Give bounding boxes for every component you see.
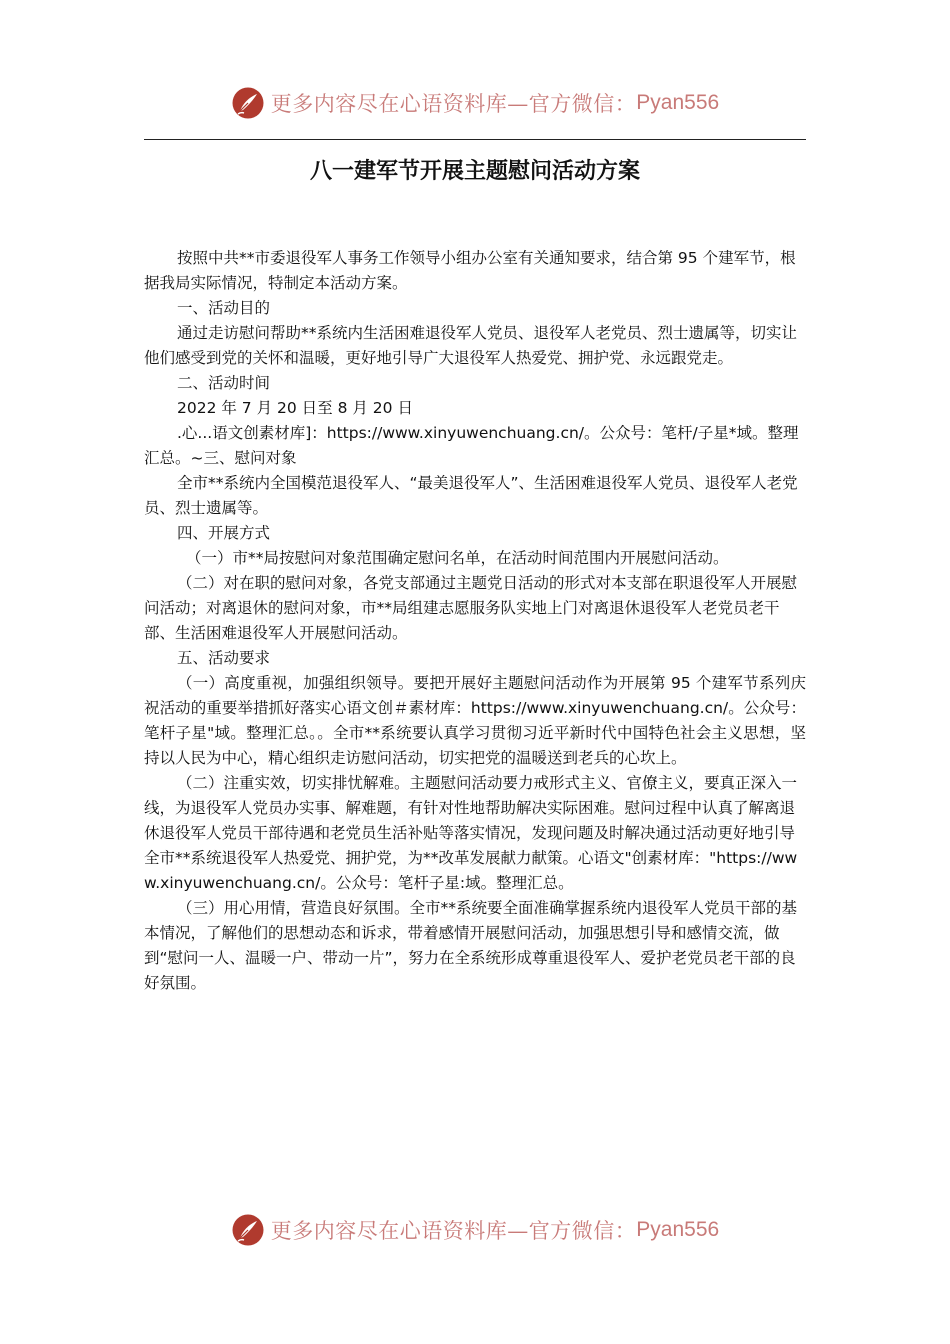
document-title: 八一建军节开展主题慰问活动方案 — [309, 159, 640, 184]
section-heading-methods: 四、开展方式 — [177, 524, 271, 542]
requirement-item-2: （二）注重实效，切实排忧解难。主题慰问活动要力戒形式主义、官僚主义，要真正深入一线，为退役军人党员办实事、解难题，有针对性地帮助解决实际困难。慰问过程中认真了解离退休退役军人党员干部待遇和老党员生活补贴等落实情况，发现问题及时解决通过活动更好地引导全市**系统退役军人热爱党、拥护党，为**改革发展献力献策。心语文"创素材库："https://www.xinyuwenchuang.cn/。公众号：笔杆子星:域。整理汇总。 — [144, 774, 798, 892]
time-paragraph: 2022 年 7 月 20 日至 8 月 20 日 — [177, 399, 413, 417]
method-item-1: （一）市**局按慰问对象范围确定慰问名单，在活动时间范围内开展慰问活动。 — [186, 549, 729, 567]
quill-pen-logo-icon — [231, 1213, 265, 1247]
section-heading-time: 二、活动时间 — [177, 374, 271, 392]
section-heading-requirements: 五、活动要求 — [177, 649, 271, 667]
banner-text: 更多内容尽在心语资料库—官方微信： — [270, 1219, 637, 1243]
section-heading-purpose: 一、活动目的 — [177, 299, 271, 317]
banner-wechat-handle: Pyan556 — [636, 1218, 720, 1241]
document-body — [144, 246, 806, 996]
header-rule — [144, 139, 806, 140]
intro-paragraph: 按照中共**市委退役军人事务工作领导小组办公室有关通知要求，结合第 95 个建军节，根据我局实际情况，特制定本活动方案。 — [144, 249, 796, 292]
quill-pen-logo-icon — [231, 86, 265, 120]
requirement-item-1: （一）高度重视，加强组织领导。要把开展好主题慰问活动作为开展第 95 个建军节系列庆祝活动的重要举措抓好落实心语文创＃素材库：https://www.xinyuwenchuang.cn/。公众号：笔杆子星"域。整理汇总。。全市**系统要认真学习贯彻习近平新时代中国特色社会主义思想，坚持以人民为中心，精心组织走访慰问活动，切实把党的温暖送到老兵的心坎上。 — [144, 674, 806, 767]
source-note-paragraph: .心...语文创素材库]：https://www.xinyuwenchuang.cn/。公众号：笔杆/子星*域。整理汇总。~三、慰问对象 — [144, 424, 799, 467]
targets-paragraph: 全市**系统内全国模范退役军人、“最美退役军人”、生活困难退役军人党员、退役军人老党员、烈士遗属等。 — [144, 474, 798, 517]
header-banner — [0, 83, 950, 123]
method-item-2: （二）对在职的慰问对象，各党支部通过主题党日活动的形式对本支部在职退役军人开展慰问活动；对离退休的慰问对象，市**局组建志愿服务队实地上门对离退休退役军人老党员老干部、生活困难退役军人开展慰问活动。 — [144, 574, 798, 642]
footer-banner — [0, 1210, 950, 1250]
requirement-item-3: （三）用心用情，营造良好氛围。全市**系统要全面准确掌握系统内退役军人党员干部的基本情况，了解他们的思想动态和诉求，带着感情开展慰问活动，加强思想引导和感情交流，做到“慰问一人、温暖一户、带动一片”，努力在全系统形成尊重退役军人、爱护老党员老干部的良好氛围。 — [144, 899, 798, 992]
purpose-paragraph: 通过走访慰问帮助**系统内生活困难退役军人党员、退役军人老党员、烈士遗属等，切实让他们感受到党的关怀和温暖，更好地引导广大退役军人热爱党、拥护党、永远跟党走。 — [144, 324, 798, 367]
banner-wechat-handle: Pyan556 — [636, 91, 720, 114]
banner-text: 更多内容尽在心语资料库—官方微信： — [270, 92, 637, 116]
